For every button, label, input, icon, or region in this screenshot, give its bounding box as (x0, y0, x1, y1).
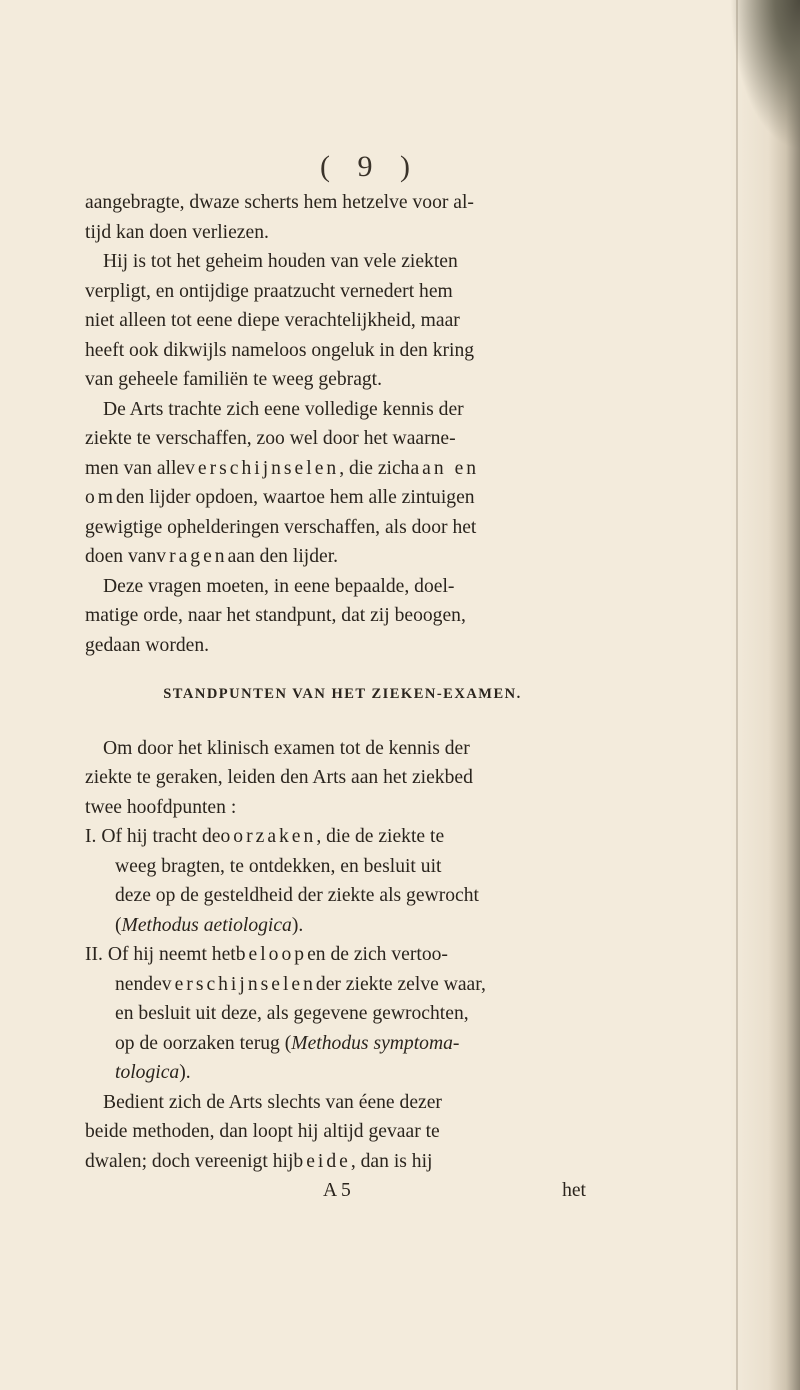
list-item-label: II. (85, 944, 103, 965)
text-line: I. Of hij tracht deoorzaken, die de ziekte te (85, 822, 600, 852)
emphasis-spaced: beloop (235, 944, 308, 965)
page-header: ( 9 ) (320, 150, 420, 183)
text-line: weeg bragten, te ontdekken, en besluit uit (115, 855, 442, 877)
text-line: men van alleverschijnselen, die zichaan en (85, 454, 600, 484)
text-line: en besluit uit deze, als gegevene gewrochten, (115, 1003, 469, 1024)
text-line: Bedient zich de Arts slechts van éene dezer (103, 1091, 442, 1113)
text-line: beide methoden, dan loopt hij altijd gevaar te (85, 1121, 440, 1142)
emphasis-spaced: beide (293, 1150, 351, 1172)
page-edge-line (736, 0, 738, 1390)
text-line: De Arts trachte zich eene volledige kennis der (103, 398, 464, 420)
text-line: Deze vragen moeten, in eene bepaalde, doel- (103, 575, 455, 597)
corner-stain (730, 0, 800, 150)
text-line: doen vanvragenaan den lijder. (85, 542, 600, 572)
text-line: (Methodus aetiologica). (115, 911, 600, 941)
text-line: twee hoofdpunten : (85, 796, 237, 818)
text-line: dwalen; doch vereenigt hijbeide, dan is hij (85, 1147, 600, 1177)
text-line: matige orde, naar het standpunt, dat zij beoogen, (85, 605, 466, 626)
latin-term: Methodus symptoma- (291, 1032, 460, 1054)
text-line: gewigtige ophelderingen verschaffen, als door het (85, 516, 477, 538)
text-line: verpligt, en ontijdige praatzucht vernedert hem (85, 280, 453, 302)
text-line: Om door het klinisch examen tot de kennis der (103, 737, 470, 759)
page-footer (85, 1176, 600, 1206)
text-line: op de oorzaken terug (Methodus symptoma- (115, 1029, 600, 1059)
text-line: ziekte te verschaffen, zoo wel door het waarne- (85, 428, 456, 449)
list-item (85, 822, 600, 940)
emphasis-spaced: oorzaken (220, 826, 317, 847)
emphasis-spaced: verschijnselen (185, 457, 340, 479)
text-line: Hij is tot het geheim houden van vele ziekten (103, 251, 458, 272)
emphasis-spaced: vragen (156, 546, 228, 567)
list-item (85, 940, 600, 1088)
catchword: het (562, 1180, 586, 1201)
text-line: heeft ook dikwijls nameloos ongeluk in den kring (85, 339, 475, 361)
text-line: omden lijder opdoen, waartoe hem alle zintuigen (85, 483, 600, 513)
page-body (85, 188, 600, 1206)
text-line: deze op de gesteldheid der ziekte als gewrocht (115, 885, 479, 906)
list-item-label: I. (85, 826, 97, 847)
text-line: van geheele familiën te weeg gebragt. (85, 369, 383, 390)
latin-term: tologica (115, 1062, 180, 1083)
page-edge (730, 0, 800, 1390)
text-line: II. Of hij neemt hetbeloopen de zich vertoo- (85, 940, 600, 970)
signature-mark: A 5 (323, 1180, 351, 1201)
emphasis-spaced: aan en (410, 457, 480, 479)
text-line: tologica). (115, 1058, 600, 1088)
text-line: aangebragte, dwaze scherts hem hetzelve voor al- (85, 192, 474, 213)
latin-term: Methodus aetiologica (121, 914, 292, 936)
section-heading: STANDPUNTEN VAN HET ZIEKEN-EXAMEN. (163, 686, 522, 702)
emphasis-spaced: verschijnselen (161, 973, 316, 995)
text-line: niet alleen tot eene diepe verachtelijkheid, maar (85, 310, 460, 331)
text-line: tijd kan doen verliezen. (85, 221, 269, 243)
text-line: nendeverschijnselender ziekte zelve waar, (115, 970, 600, 1000)
emphasis-spaced: om (85, 487, 117, 508)
text-line: gedaan worden. (85, 634, 210, 656)
text-line: ziekte te geraken, leiden den Arts aan het ziekbed (85, 767, 473, 788)
